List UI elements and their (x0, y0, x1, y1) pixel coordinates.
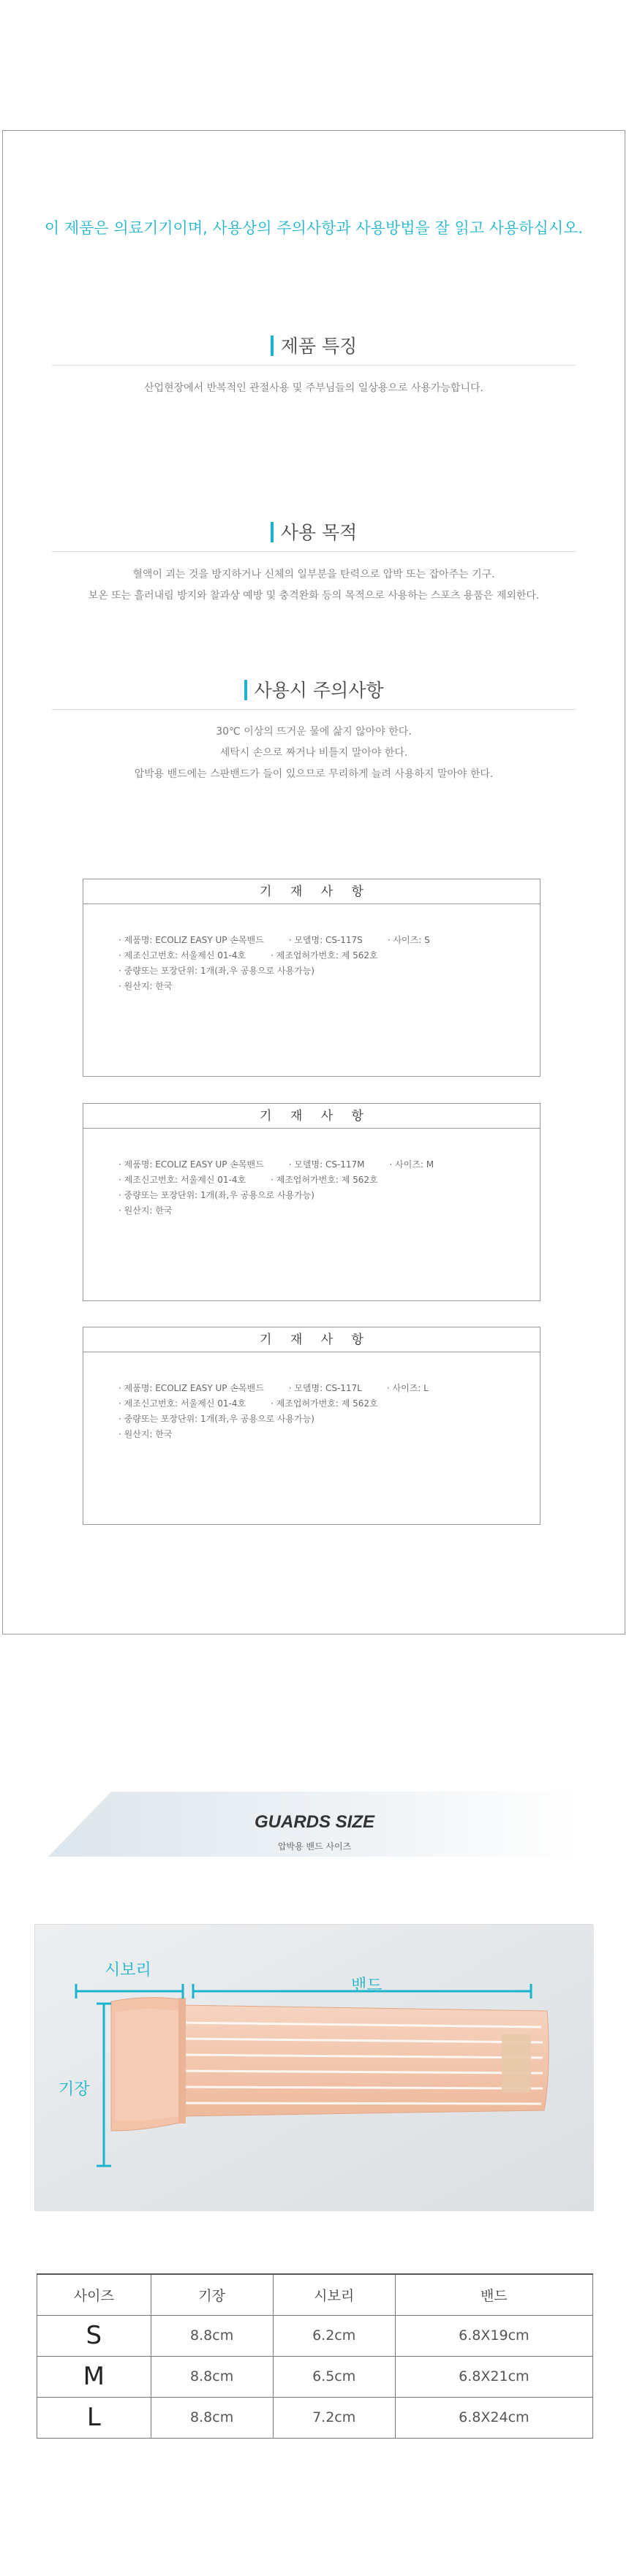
length-cell: 8.8cm (151, 2397, 273, 2438)
label-origin: · 원산지: 한국 (118, 981, 173, 991)
label-line (118, 1173, 540, 1188)
label-size: · 사이즈: S (387, 935, 430, 945)
features-heading-label: 제품 특징 (280, 336, 358, 357)
table-row (37, 2356, 593, 2397)
length-cell: 8.8cm (151, 2315, 273, 2356)
sibori-cell: 6.5cm (273, 2356, 395, 2397)
heading-accent-bar (271, 522, 274, 542)
label-lines (83, 1129, 540, 1219)
table-row (37, 2315, 593, 2356)
band-cell: 6.8X21cm (395, 2356, 592, 2397)
column-header: 사이즈 (37, 2274, 151, 2315)
size-cell: M (37, 2356, 151, 2397)
label-license: · 제조업허가번호: 제 562호 (271, 1175, 378, 1185)
caution-divider (52, 709, 576, 710)
size-table (37, 2273, 593, 2439)
sibori-cell: 6.2cm (273, 2315, 395, 2356)
caution-heading-label: 사용시 주의사항 (254, 680, 384, 701)
label-line (118, 948, 540, 963)
column-header: 기장 (151, 2274, 273, 2315)
band-dimension-label: 밴드 (351, 1977, 383, 1995)
label-model: · 모델명: CS-117M (288, 1159, 365, 1170)
purpose-heading (3, 518, 625, 545)
label-product: · 제품명: ECOLIZ EASY UP 손목밴드 (118, 935, 264, 945)
caution-line: 30℃ 이상의 뜨거운 물에 삶지 않아야 한다. (216, 726, 412, 738)
sibori-dimension-label: 시보리 (105, 1961, 151, 1980)
label-line (118, 933, 540, 948)
band-cell: 6.8X24cm (395, 2397, 592, 2438)
label-origin: · 원산지: 한국 (118, 1429, 173, 1439)
label-box-s (83, 879, 541, 1077)
purpose-line: 보온 또는 흘러내림 방지와 찰과상 예방 및 충격완화 등의 목적으로 사용하는 스포츠 용품은 제외한다. (88, 590, 540, 602)
features-heading (3, 332, 625, 358)
label-weight: · 중량또는 포장단위: 1개(좌,우 공용으로 사용가능) (118, 966, 314, 976)
label-license: · 제조업허가번호: 제 562호 (271, 1398, 378, 1409)
purpose-divider (52, 551, 576, 552)
label-box-l (83, 1327, 541, 1525)
guards-size-subtitle: 압박용 밴드 사이즈 (277, 1841, 352, 1852)
label-model: · 모델명: CS-117L (288, 1383, 362, 1393)
label-report: · 제조신고번호: 서울제신 01-4호 (118, 1398, 246, 1409)
purpose-line: 혈액이 괴는 것을 방지하거나 신체의 일부분을 탄력으로 압박 또는 잡아주는 기구. (132, 569, 495, 580)
sibori-cell: 7.2cm (273, 2397, 395, 2438)
length-dimension-label: 기장 (59, 2080, 90, 2099)
label-lines (83, 904, 540, 994)
label-line (118, 1157, 540, 1173)
heading-accent-bar (271, 336, 274, 356)
band-strap (181, 2005, 549, 2116)
purpose-text (3, 564, 625, 607)
purpose-heading-label: 사용 목적 (280, 522, 358, 543)
length-cell: 8.8cm (151, 2356, 273, 2397)
label-size: · 사이즈: L (386, 1383, 429, 1393)
label-box-m (83, 1103, 541, 1301)
label-report: · 제조신고번호: 서울제신 01-4호 (118, 1175, 246, 1185)
caution-heading (3, 676, 625, 702)
column-header: 시보리 (273, 2274, 395, 2315)
label-product: · 제품명: ECOLIZ EASY UP 손목밴드 (118, 1159, 264, 1170)
size-cell: S (37, 2315, 151, 2356)
table-header-row (37, 2274, 593, 2315)
band-cuff (111, 1998, 186, 2131)
label-license: · 제조업허가번호: 제 562호 (271, 950, 378, 961)
caution-line: 세탁시 손으로 짜거나 비틀지 말아야 한다. (219, 747, 408, 759)
label-title: 기 재 사 항 (83, 879, 540, 904)
label-title: 기 재 사 항 (83, 1104, 540, 1129)
label-report: · 제조신고번호: 서울제신 01-4호 (118, 950, 246, 961)
features-text: 산업현장에서 반복적인 관절사용 및 주부님들의 일상용으로 사용가능합니다. (144, 382, 483, 394)
label-model: · 모델명: CS-117S (288, 935, 363, 945)
size-cell: L (37, 2397, 151, 2438)
label-lines (83, 1352, 540, 1442)
label-title: 기 재 사 항 (83, 1327, 540, 1352)
caution-line: 압박용 밴드에는 스판밴드가 들이 있으므로 무리하게 늘려 사용하지 말아야 한다. (134, 768, 494, 780)
label-product: · 제품명: ECOLIZ EASY UP 손목밴드 (118, 1383, 264, 1393)
band-cell: 6.8X19cm (395, 2315, 592, 2356)
label-weight: · 중량또는 포장단위: 1개(좌,우 공용으로 사용가능) (118, 1190, 314, 1200)
label-size: · 사이즈: M (389, 1159, 434, 1170)
caution-text (3, 721, 625, 785)
medical-device-notice: 이 제품은 의료기기이며, 사용상의 주의사항과 사용방법을 잘 읽고 사용하십시오. (44, 219, 584, 237)
label-origin: · 원산지: 한국 (118, 1205, 173, 1216)
product-photo-frame (34, 1924, 593, 2211)
label-line (118, 1396, 540, 1412)
label-line (118, 1381, 540, 1396)
table-row (37, 2397, 593, 2438)
column-header: 밴드 (395, 2274, 592, 2315)
heading-accent-bar (244, 680, 247, 700)
label-weight: · 중량또는 포장단위: 1개(좌,우 공용으로 사용가능) (118, 1414, 314, 1424)
guards-size-title: GUARDS SIZE (254, 1812, 374, 1832)
